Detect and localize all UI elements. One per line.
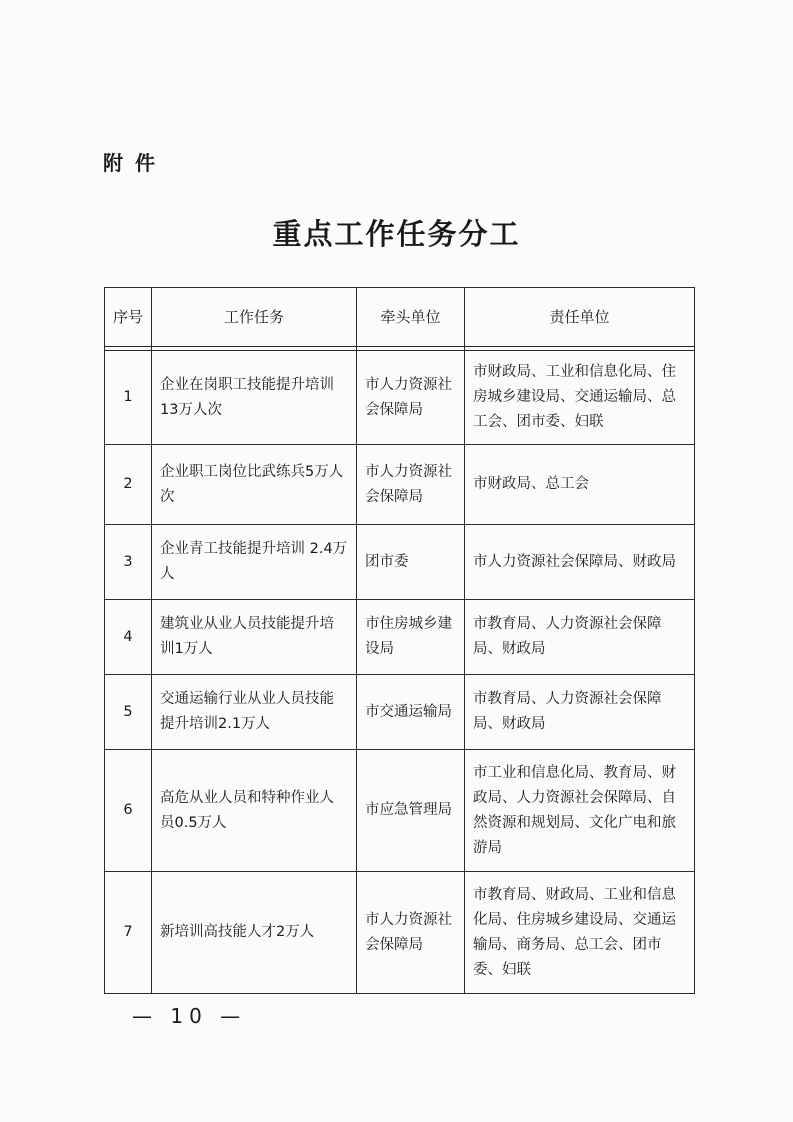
row-task: 新培训高技能人才2万人	[152, 872, 357, 994]
row-resp: 市财政局、工业和信息化局、住房城乡建设局、交通运输局、总工会、团市委、妇联	[465, 351, 695, 445]
table-row	[105, 445, 695, 525]
table-row	[105, 750, 695, 872]
row-resp: 市工业和信息化局、教育局、财政局、人力资源社会保障局、自然资源和规划局、文化广电和旅游局	[465, 750, 695, 872]
row-task: 高危从业人员和特种作业人员0.5万人	[152, 750, 357, 872]
row-no: 6	[105, 750, 152, 872]
row-lead: 市交通运输局	[357, 675, 465, 750]
row-task: 企业在岗职工技能提升培训13万人次	[152, 351, 357, 445]
attachment-label: 附件	[103, 151, 167, 175]
row-lead: 市人力资源社会保障局	[357, 351, 465, 445]
row-no: 2	[105, 445, 152, 525]
row-lead: 市人力资源社会保障局	[357, 445, 465, 525]
row-no: 5	[105, 675, 152, 750]
row-no: 7	[105, 872, 152, 994]
task-table	[104, 287, 695, 994]
row-no: 1	[105, 351, 152, 445]
row-lead: 市应急管理局	[357, 750, 465, 872]
table-header-row	[105, 288, 695, 347]
row-task: 企业职工岗位比武练兵5万人次	[152, 445, 357, 525]
table-row	[105, 600, 695, 675]
row-lead: 市住房城乡建设局	[357, 600, 465, 675]
row-task: 交通运输行业从业人员技能提升培训2.1万人	[152, 675, 357, 750]
row-lead: 市人力资源社会保障局	[357, 872, 465, 994]
header-resp: 责任单位	[465, 288, 695, 347]
table-row	[105, 351, 695, 445]
row-resp: 市教育局、人力资源社会保障局、财政局	[465, 675, 695, 750]
table-row	[105, 675, 695, 750]
row-resp: 市教育局、财政局、工业和信息化局、住房城乡建设局、交通运输局、商务局、总工会、团市委、妇联	[465, 872, 695, 994]
row-task: 建筑业从业人员技能提升培训1万人	[152, 600, 357, 675]
header-no: 序号	[105, 288, 152, 347]
table-row	[105, 872, 695, 994]
page-number: — 10 —	[132, 1004, 247, 1028]
row-resp: 市人力资源社会保障局、财政局	[465, 525, 695, 600]
header-lead: 牵头单位	[357, 288, 465, 347]
document-title: 重点工作任务分工	[272, 217, 521, 251]
header-task: 工作任务	[152, 288, 357, 347]
row-lead: 团市委	[357, 525, 465, 600]
row-no: 3	[105, 525, 152, 600]
row-resp: 市教育局、人力资源社会保障局、财政局	[465, 600, 695, 675]
table-row	[105, 525, 695, 600]
row-resp: 市财政局、总工会	[465, 445, 695, 525]
row-task: 企业青工技能提升培训 2.4万人	[152, 525, 357, 600]
row-no: 4	[105, 600, 152, 675]
